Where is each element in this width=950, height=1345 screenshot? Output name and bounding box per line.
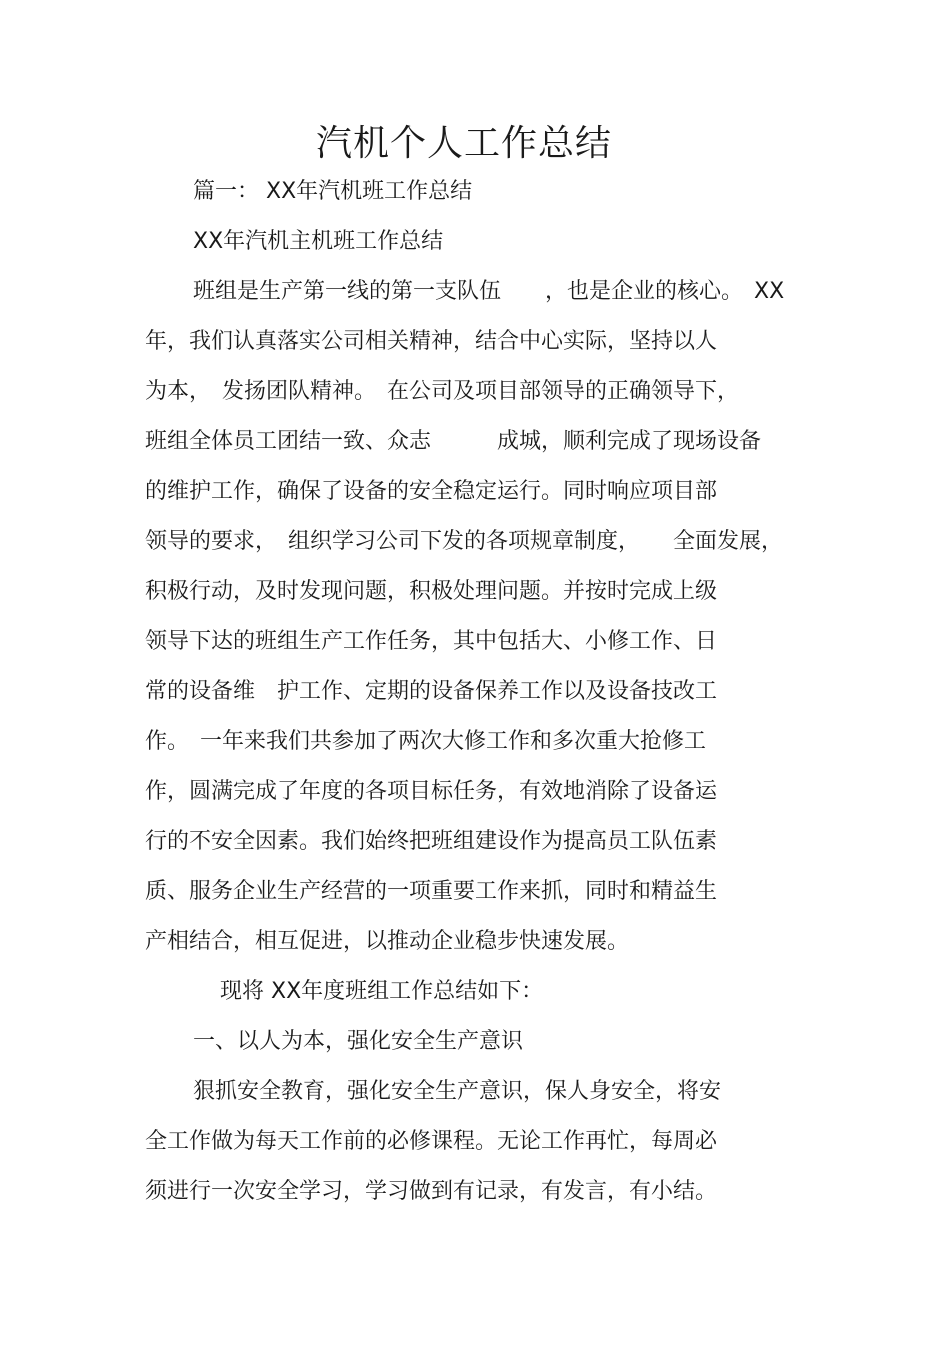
paragraph-line: 班组是生产第一线的第一支队伍 ，也是企业的核心。 XX [193,279,785,304]
sub-heading: XX年汽机主机班工作总结 [193,229,444,254]
paragraph-line: 领导的要求， 组织学习公司下发的各项规章制度， 全面发展， [145,529,784,554]
paragraph-line: 班组全体员工团结一致、众志 成城，顺利完成了现场设备 [145,429,762,454]
paragraph-line: 现将 XX年度班组工作总结如下： [220,979,544,1004]
paragraph-line: 狠抓安全教育，强化安全生产意识，保人身安全，将安 [193,1079,722,1104]
section-heading: 一、以人为本，强化安全生产意识 [193,1029,524,1054]
document-title: 汽机个人工作总结 [315,123,612,164]
section-heading: 篇一： XX年汽机班工作总结 [193,179,473,204]
paragraph-line: 作。 一年来我们共参加了两次大修工作和多次重大抢修工 [145,729,707,754]
paragraph-line: 产相结合，相互促进，以推动企业稳步快速发展。 [145,929,630,954]
paragraph-line: 的维护工作，确保了设备的安全稳定运行。同时响应项目部 [145,479,718,504]
paragraph-line: 全工作做为每天工作前的必修课程。无论工作再忙，每周必 [145,1129,718,1154]
paragraph-line: 须进行一次安全学习，学习做到有记录，有发言，有小结。 [145,1179,718,1204]
paragraph-line: 积极行动，及时发现问题，积极处理问题。并按时完成上级 [145,579,718,604]
paragraph-line: 常的设备维 护工作、定期的设备保养工作以及设备技改工 [145,679,718,704]
paragraph-line: 作，圆满完成了年度的各项目标任务，有效地消除了设备运 [145,779,718,804]
paragraph-line: 年，我们认真落实公司相关精神，结合中心实际，坚持以人 [145,329,718,354]
paragraph-line: 行的不安全因素。我们始终把班组建设作为提高员工队伍素 [145,829,718,854]
paragraph-line: 为本， 发扬团队精神。 在公司及项目部领导的正确领导下， [145,379,740,404]
paragraph-line: 质、服务企业生产经营的一项重要工作来抓，同时和精益生 [145,879,718,904]
paragraph-line: 领导下达的班组生产工作任务，其中包括大、小修工作、日 [145,629,718,654]
